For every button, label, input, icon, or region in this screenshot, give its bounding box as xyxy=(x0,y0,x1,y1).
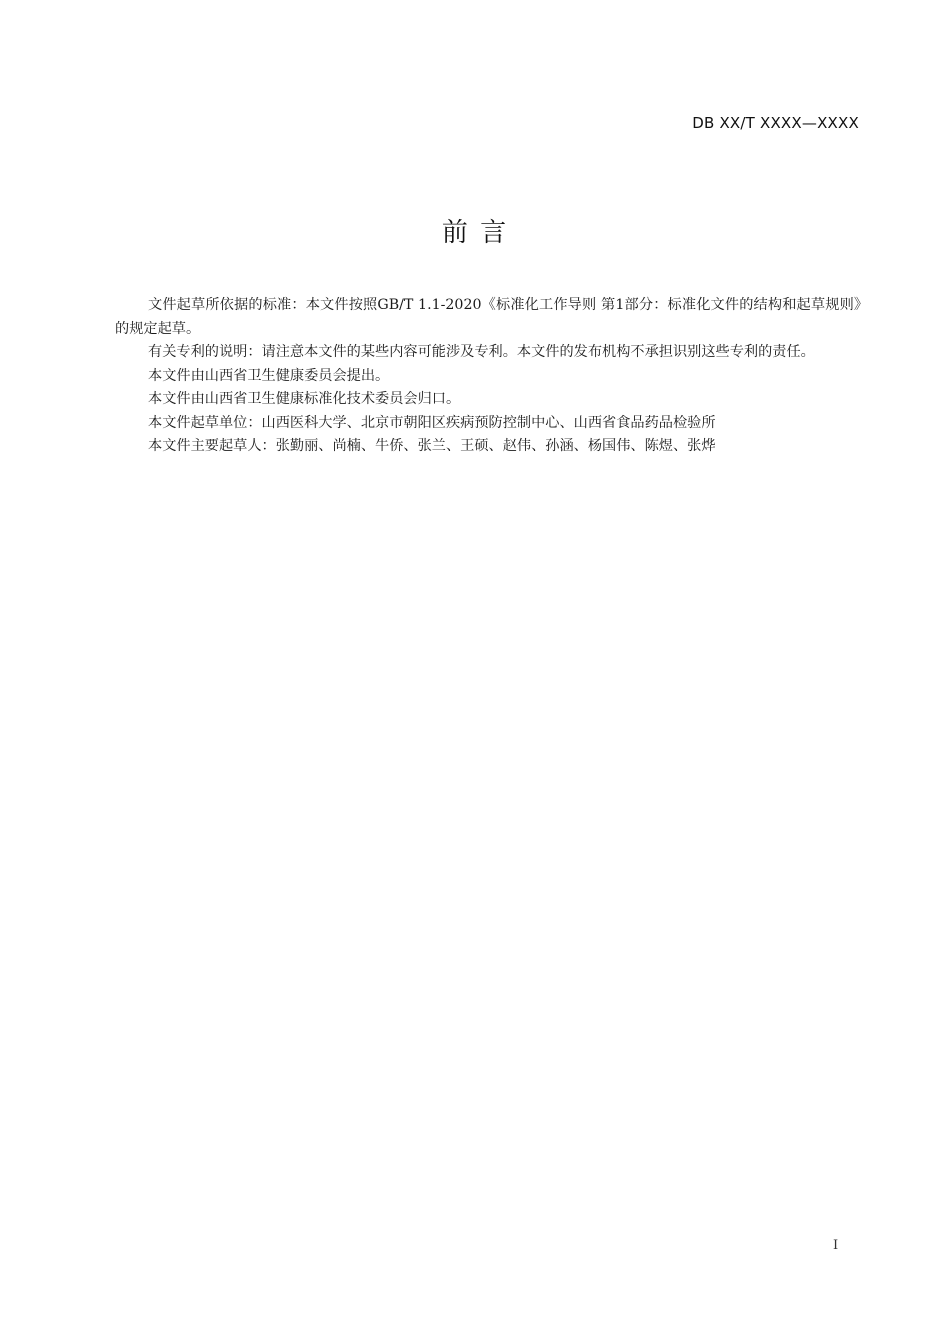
paragraph-proposer: 本文件由山西省卫生健康委员会提出。 xyxy=(148,367,390,384)
preface-title: 前 言 xyxy=(441,218,509,248)
preface-body xyxy=(115,294,861,459)
paragraph-drafters: 本文件主要起草人：张勤丽、尚楠、牛侨、张兰、王硕、赵伟、孙涵、杨国伟、陈煜、张烨 xyxy=(148,438,716,454)
standard-code-header: DB XX/T XXXX—XXXX xyxy=(692,114,859,132)
paragraph-centralized-unit: 本文件由山西省卫生健康标准化技术委员会归口。 xyxy=(148,391,461,407)
paragraph-drafting-units: 本文件起草单位：山西医科大学、北京市朝阳区疾病预防控制中心、山西省食品药品检验所 xyxy=(148,414,716,431)
page-number: I xyxy=(833,1238,839,1253)
paragraph-drafting-basis: 文件起草所依据的标准：本文件按照GB/T 1.1-2020《标准化工作导则 第1部分：标准化文件的结构和起草规则》的规定起草。 xyxy=(115,297,861,337)
paragraph-patent-notice: 有关专利的说明：请注意本文件的某些内容可能涉及专利。本文件的发布机构不承担识别这些专利的责任。 xyxy=(148,344,815,360)
